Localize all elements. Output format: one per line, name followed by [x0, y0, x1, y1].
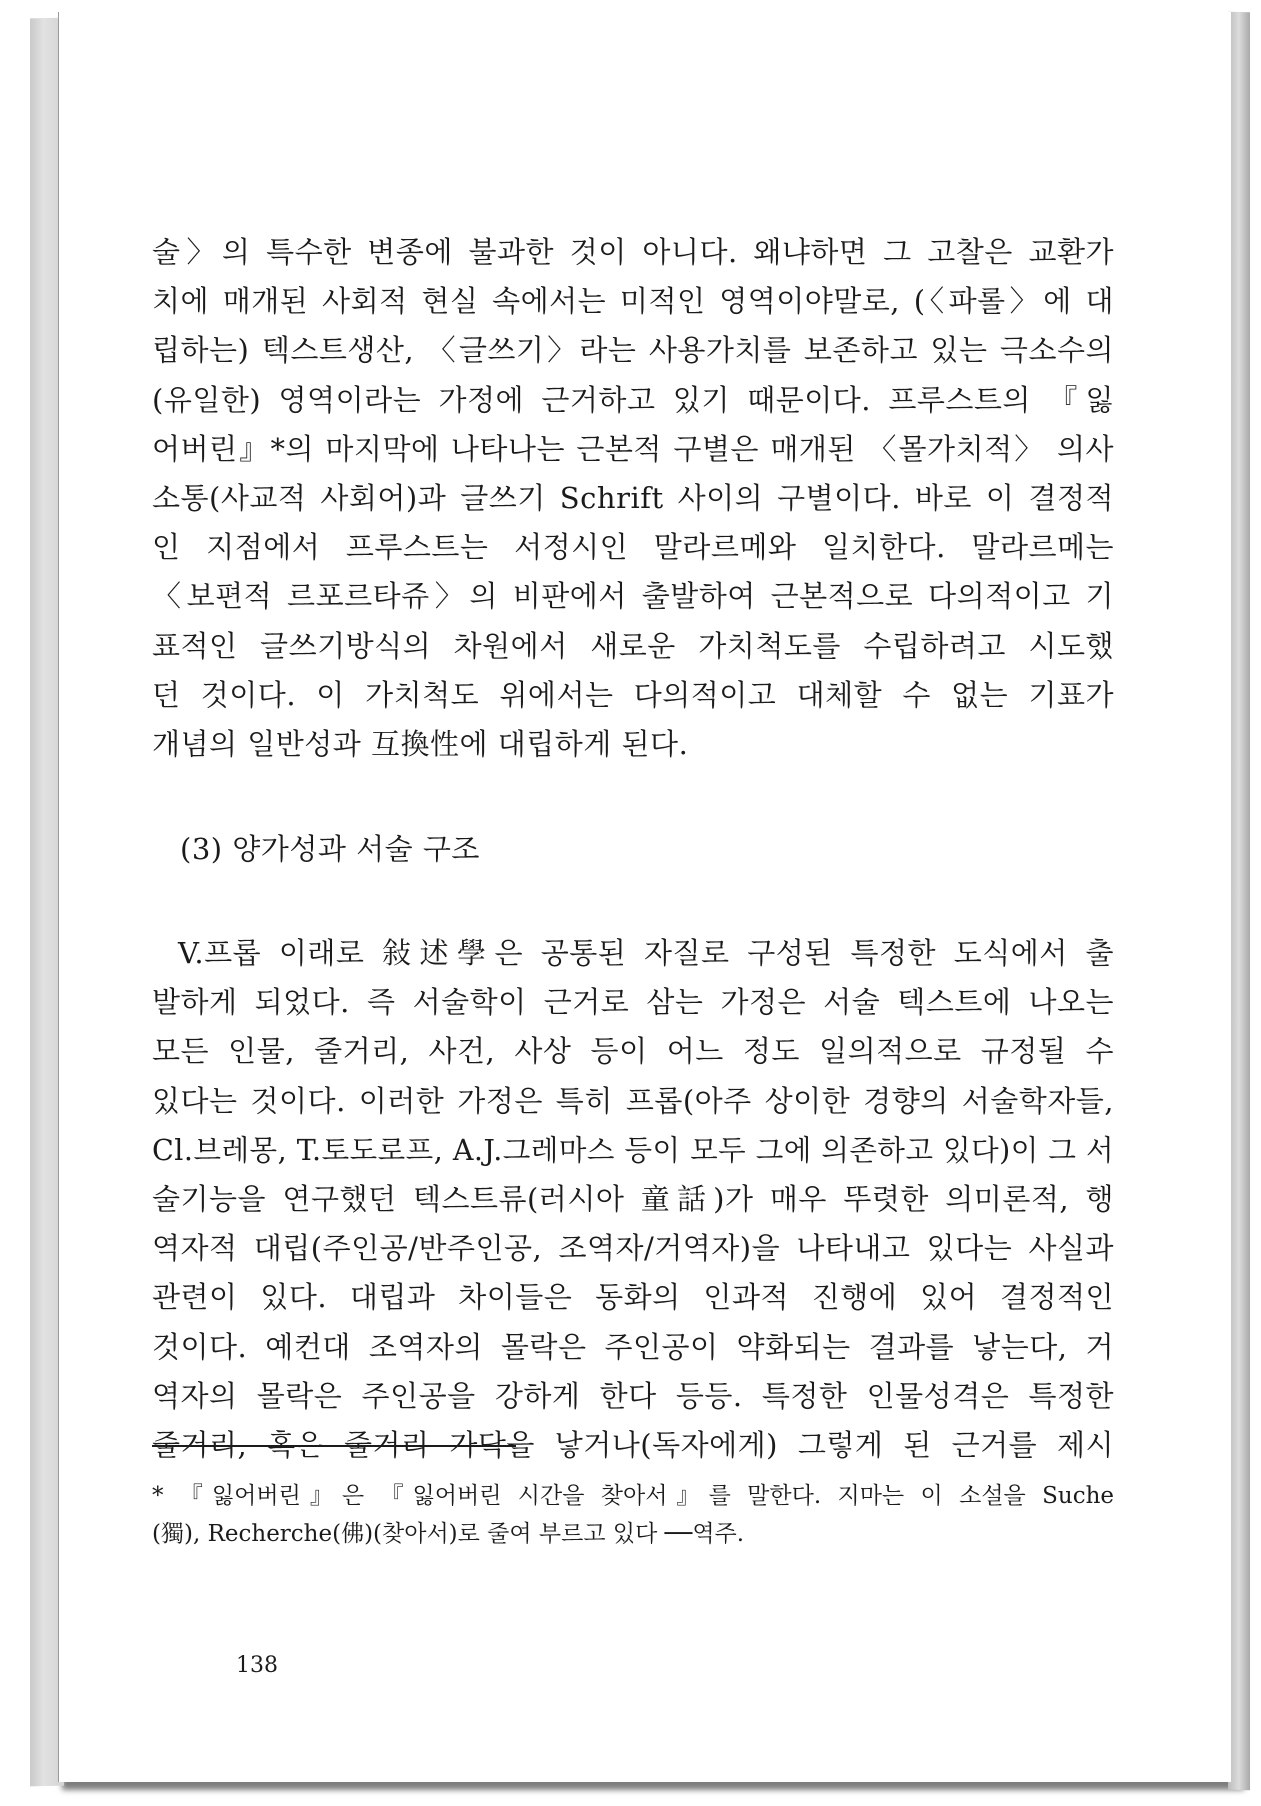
text-line: V.프롭 이래로 敍述學은 공통된 자질로 구성된 특정한 도식에서 출 — [178, 936, 1114, 971]
text-line: 치에 매개된 사회적 현실 속에서는 미적인 영역이야말로, (〈파롤〉에 대 — [152, 284, 1114, 319]
paragraph-1 — [152, 228, 1114, 769]
text-line: 역자적 대립(주인공/반주인공, 조역자/거역자)을 나타내고 있다는 사실과 — [152, 1231, 1114, 1266]
text-line: 표적인 글쓰기방식의 차원에서 새로운 가치척도를 수립하려고 시도했 — [152, 628, 1114, 663]
text-line: 있다는 것이다. 이러한 가정은 특히 프롭(아주 상이한 경향의 서술학자들, — [152, 1083, 1114, 1118]
text-line: 인 지점에서 프루스트는 서정시인 말라르메와 일치한다. 말라르메는 — [152, 530, 1114, 565]
footnote-divider — [152, 1445, 516, 1447]
text-line: 〈보편적 르포르타쥬〉의 비판에서 출발하여 근본적으로 다의적이고 기 — [152, 579, 1114, 614]
footnote — [152, 1477, 1114, 1553]
page-right-edge — [1228, 12, 1250, 1791]
footnote-line: * 『잃어버린』은 『잃어버린 시간을 찾아서』를 말한다. 지마는 이 소설을 Suche — [152, 1483, 1114, 1509]
text-line: 관련이 있다. 대립과 차이들은 동화의 인과적 진행에 있어 결정적인 — [152, 1280, 1114, 1315]
text-line: 던 것이다. 이 가치척도 위에서는 다의적이고 대체할 수 없는 기표가 — [152, 677, 1114, 712]
text-line: 소통(사교적 사회어)과 글쓰기 Schrift 사이의 구별이다. 바로 이 결정적 — [152, 480, 1114, 515]
text-line: 립하는) 텍스트생산, 〈글쓰기〉라는 사용가치를 보존하고 있는 극소수의 — [152, 333, 1114, 368]
text-line: 것이다. 예컨대 조역자의 몰락은 주인공이 약화되는 결과를 낳는다, 거 — [152, 1329, 1114, 1364]
page-number: 138 — [236, 1653, 278, 1678]
text-line: 모든 인물, 줄거리, 사건, 사상 등이 어느 정도 일의적으로 규정될 수 — [152, 1034, 1114, 1069]
text-line: 발하게 되었다. 즉 서술학이 근거로 삼는 가정은 서술 텍스트에 나오는 — [152, 985, 1114, 1020]
paragraph-2 — [152, 929, 1114, 1470]
section-heading: (3) 양가성과 서술 구조 — [180, 832, 480, 867]
text-line: 술기능을 연구했던 텍스트류(러시아 童話)가 매우 뚜렷한 의미론적, 행 — [152, 1182, 1114, 1216]
text-line: 어버린』*의 마지막에 나타나는 근본적 구별은 매개된 〈몰가치적〉 의사 — [152, 431, 1114, 466]
text-line: (유일한) 영역이라는 가정에 근거하고 있기 때문이다. 프루스트의 『잃 — [152, 382, 1114, 417]
page-body — [152, 228, 1114, 1470]
text-line: 술〉의 특수한 변종에 불과한 것이 아니다. 왜냐하면 그 고찰은 교환가 — [152, 235, 1114, 269]
text-line: 개념의 일반성과 互換性에 대립하게 된다. — [152, 726, 689, 761]
footnote-line: (獨), Recherche(佛)(찾아서)로 줄여 부르고 있다 ──역주. — [152, 1521, 745, 1547]
text-line: 줄거리, 혹은 줄거리 가닥을 낳거나(독자에게) 그렇게 된 근거를 제시 — [152, 1427, 1114, 1462]
text-line: Cl.브레몽, T.토도로프, A.J.그레마스 등이 모두 그에 의존하고 있다)이 그 서 — [152, 1133, 1114, 1167]
text-line: 역자의 몰락은 주인공을 강하게 한다 등등. 특정한 인물성격은 특정한 — [152, 1378, 1114, 1413]
